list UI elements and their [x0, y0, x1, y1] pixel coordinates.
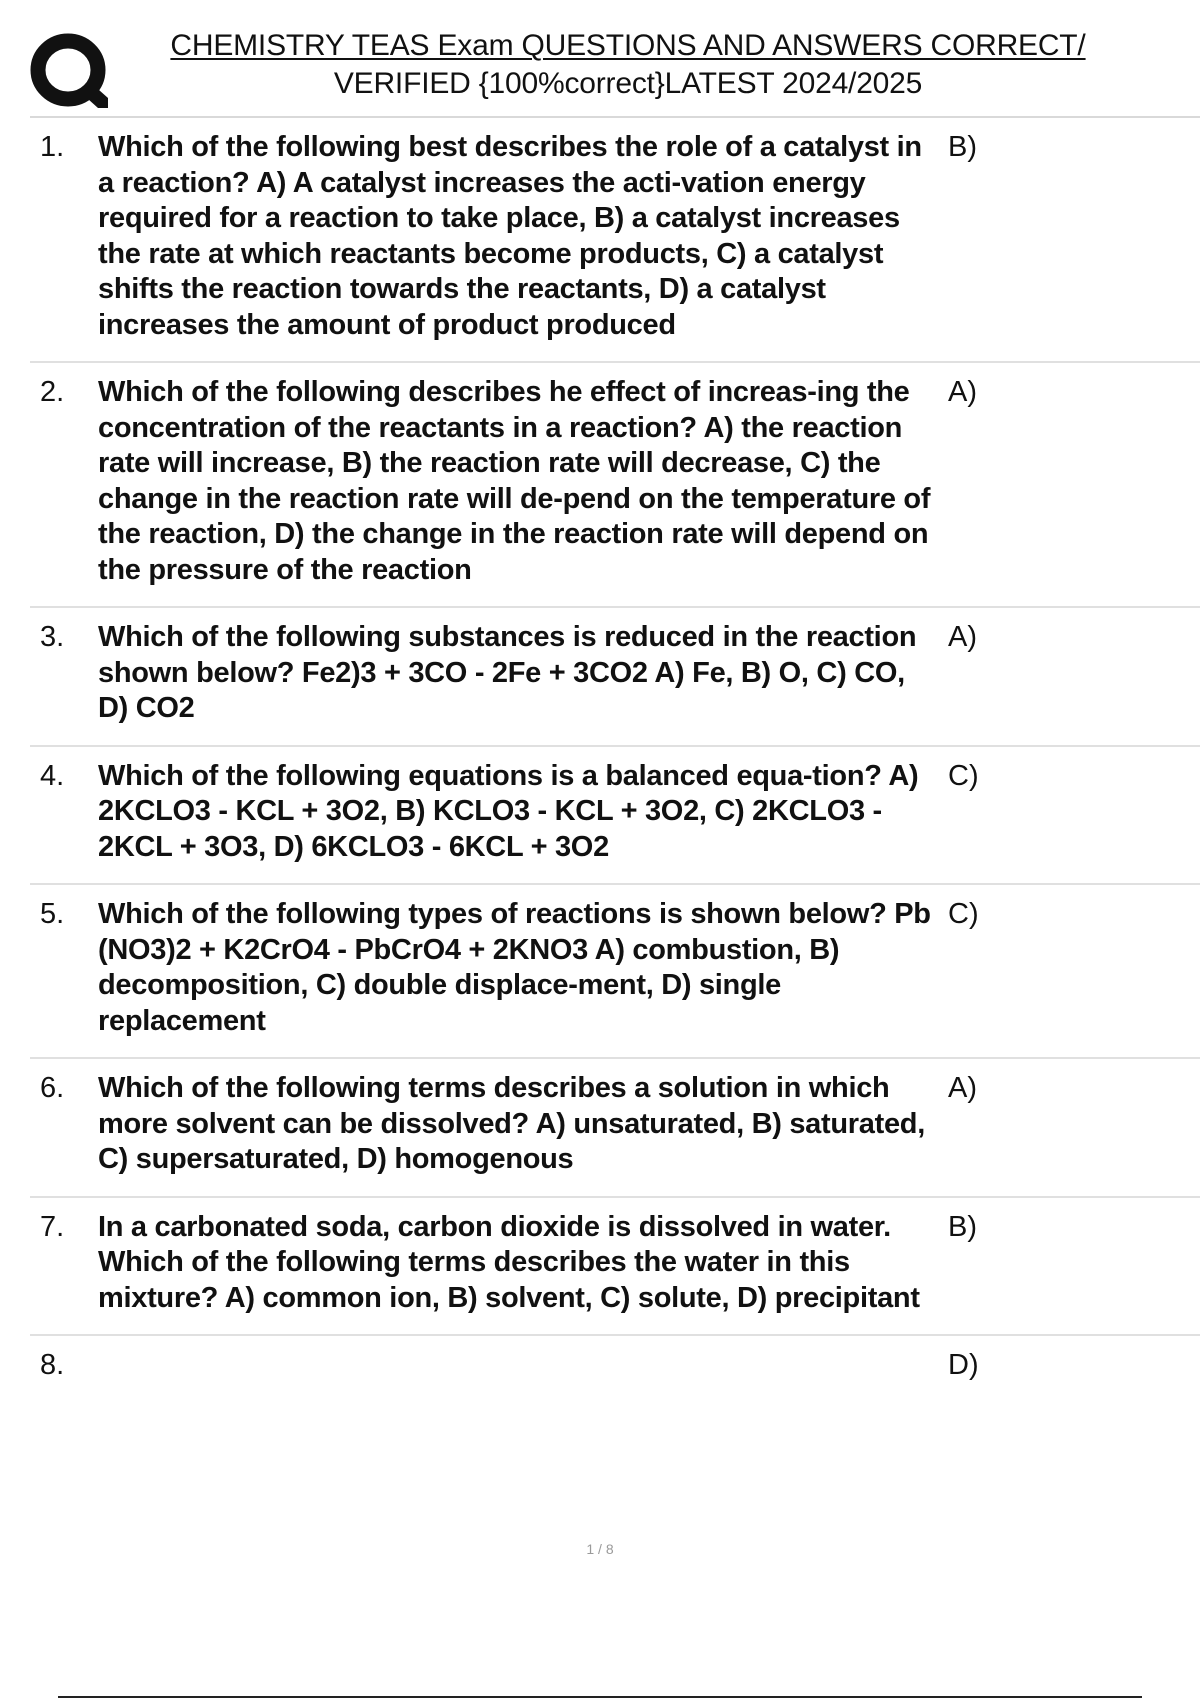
answer-choice: A): [948, 376, 977, 408]
answer-choice: A): [948, 621, 977, 653]
question-row-2: [30, 363, 1200, 608]
question-text: In a carbonated soda, carbon dioxide is dissolved in water. Which of the following terms describes the water in this mixture? A) common ion, B) solvent, C) solute, D) precipitant: [98, 1210, 920, 1314]
question-number: 8.: [40, 1349, 65, 1381]
question-row-6: [30, 1059, 1200, 1198]
answer-choice: A): [948, 1072, 977, 1104]
question-row-3: [30, 608, 1200, 747]
q-logo-icon: [30, 30, 110, 112]
question-row-5: [30, 885, 1200, 1059]
question-number: 7.: [40, 1210, 65, 1243]
question-number: 3.: [40, 621, 65, 653]
question-row-4: [30, 747, 1200, 886]
question-row-1: [30, 118, 1200, 363]
answer-choice: C): [948, 898, 979, 930]
document-title-line-2: VERIFIED {100%correct}LATEST 2024/2025: [333, 67, 923, 100]
document-title-line-1: CHEMISTRY TEAS Exam QUESTIONS AND ANSWERS CORRECT/: [170, 29, 1086, 62]
question-text: Which of the following substances is reduced in the reaction shown below? Fe2)3 + 3CO - 2Fe + 3CO2 A) Fe, B) O, C) CO, D) CO2: [98, 621, 917, 724]
question-text: Which of the following terms describes a solution in which more solvent can be dissolved? A) unsaturated, B) saturated, C) supersaturated, D) homogenous: [98, 1072, 925, 1175]
answer-choice: B): [948, 1210, 977, 1243]
question-text: Which of the following equations is a balanced equa-tion? A) 2KCLO3 - KCL + 3O2, B) KCLO3 - KCL + 3O2, C) 2KCLO3 - 2KCL + 3O3, D) 6KCLO3 - 6KCL + 3O2: [98, 759, 919, 863]
question-number: 5.: [40, 898, 65, 930]
question-number: 6.: [40, 1072, 65, 1104]
answer-choice: B): [948, 131, 977, 163]
question-number: 2.: [40, 376, 65, 408]
answer-choice: D): [948, 1349, 979, 1381]
question-row-8: [30, 1336, 1200, 1426]
question-text: Which of the following best describes the role of a catalyst in a reaction? A) A catalyst increases the acti-vation energy required for a reaction to take place, B) a catalyst increases the rate at which reactants become products, C) a catalyst shifts the reaction towards the reactants, D) a catalyst increases the amount of product produced: [98, 131, 922, 341]
question-number: 4.: [40, 759, 65, 792]
page-number: 1 / 8: [586, 1541, 614, 1557]
answer-choice: C): [948, 759, 979, 792]
question-answer-table: [30, 116, 1200, 1426]
question-text: Which of the following describes he effect of increas-ing the concentration of the reactants in a reaction? A) the reaction rate will increase, B) the reaction rate will decrease, C) the change in the reaction rate will de-pend on the temperature of the reaction, D) the change in the reaction rate will depend on the pressure of the reaction: [98, 376, 931, 586]
question-text: Which of the following types of reactions is shown below? Pb (NO3)2 + K2CrO4 - PbCrO4 + 2KNO3 A) combustion, B) decomposition, C) double displace-ment, D) single replacement: [98, 898, 931, 1037]
question-row-7: [30, 1198, 1200, 1337]
page-divider: [58, 1696, 1142, 1698]
question-number: 1.: [40, 131, 65, 163]
